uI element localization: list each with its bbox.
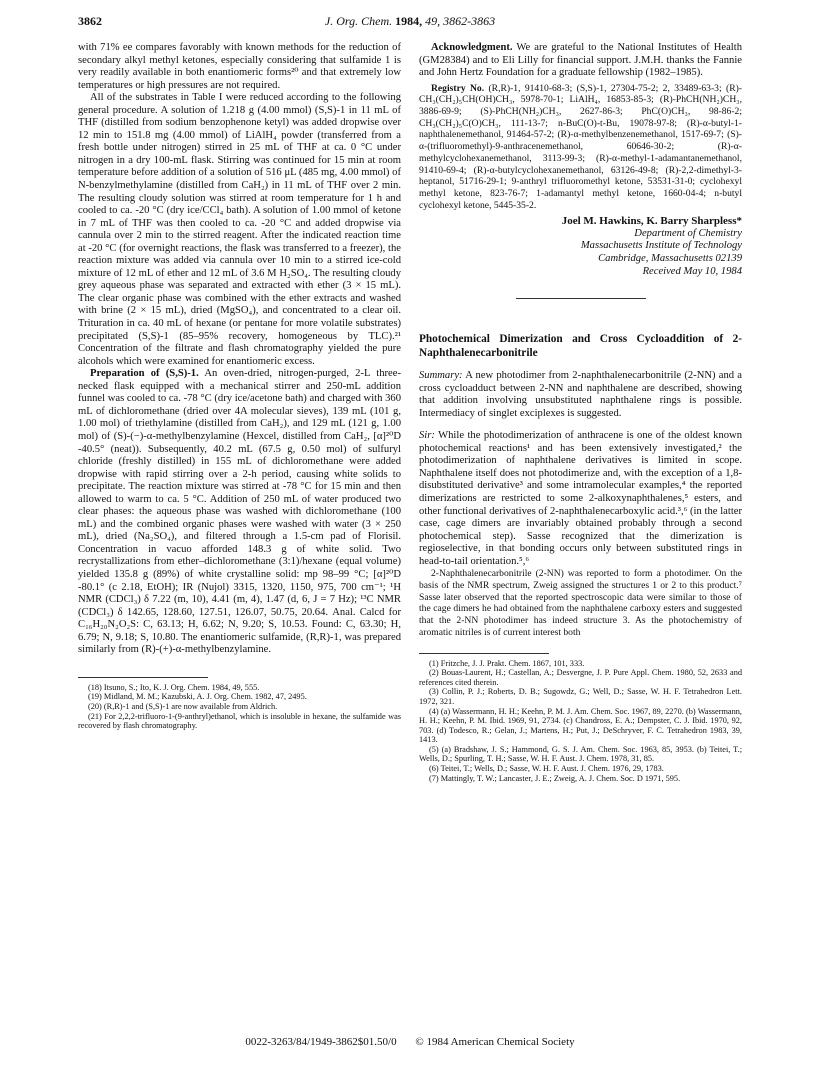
summary-heading: Summary:	[419, 370, 463, 382]
footnote: (19) Midland, M. M.; Kazubski, A. J. Org. Chem. 1982, 47, 2495.	[88, 692, 307, 702]
paragraph-preparation	[78, 368, 401, 657]
affiliation: Massachusetts Institute of Technology	[580, 240, 742, 252]
footnote: (3) Collin, P. J.; Roberts, D. B.; Sugowdz, G.; Well, D.; Sasse, W. H. F. Tetrahedron Lett. 1972, 321.	[419, 687, 742, 706]
footnote: (20) (R,R)-1 and (S,S)-1 are now available from Aldrich.	[88, 701, 278, 711]
paragraph-text: While the photodimerization of anthracene is one of the oldest known photochemical reactions¹ and has been extensively investigated,² the photodimerization of naphthalene derivatives is limited in scope. Naphthalene itself does not photodimerize and, with the exception of a 1,8-disubstituted derivative³ and some intramolecular examples,⁴ the reported dimerizations are restricted to some 2-alkoxynaphthalenes,⁵ esters, and other functional derivatives of 2-naphthalenecarboxylic acid.³,⁶ (in the latter case, cage dimers are invariably obtained probably through a second photochemical step). Sasse recognized that the dimerization is regioselective, in that bonding occurs only between substituted rings in head-to-tail orientation.⁵,⁶	[419, 430, 742, 567]
right-column	[419, 42, 742, 783]
paragraph-sir	[419, 430, 742, 568]
registry-text: (R,R)-1, 91410-68-3; (S,S)-1, 27304-75-2; 2, 33489-63-3; (R)-CH₃(CH₂)₅CH(OH)CH₃, 5978-70-1; LiAlH₄, 16853-85-3; (R)-PhCH(NH₂)CH₃, 3886-69-9; (S)-PhCH(NH₂)CH₃, 2627-86-3; PhC(O)CH₃, 98-86-2; CH₃(CH₂)₅C(O)CH₃, 111-13-7; n-BuC(O)-t-Bu, 19078-97-8; (R)-α-butyl-1-naphthalenemethanol, 91464-57-2; (R)-α-methylbenzenemethanol, 1517-69-7; (S)-α-(trifluoromethyl)-9-anthracenemethanol, 60646-30-2; (R)-α-methylcyclohexanemethanol, 3113-99-3; (R)-α-methyl-1-adamantanemethanol, 91410-69-4; (R)-α-butylcyclohexanemethanol, 63126-49-8; (R)-2,2-dimethyl-3-heptanol, 51716-29-1; 9-anthryl trifluoromethyl ketone, 53531-31-0; cyclohexyl methyl ketone, 823-76-7; 1-adamantyl methyl ketone, 1660-04-4; n-butyl cyclohexyl ketone, 5445-35-2.	[419, 82, 742, 211]
footnote: (6) Teitei, T.; Wells, D.; Sasse, W. H. F. Aust. J. Chem. 1976, 29, 1783.	[429, 764, 664, 774]
ack-heading: Acknowledgment.	[431, 42, 513, 53]
footnote: (4) (a) Wassermann, H. H.; Keehn, P. M. J. Am. Chem. Soc. 1967, 89, 2270. (b) Wassermann, H. H.; Keehn, P. M. Ibid. 1969, 91, 2734. (c) Chandross, E. A.; Dempster, C. J. Ibid. 1970, 92, 703. (d) Todesco, R.; Gelan, J.; Martens, H.; Put, J.; DeSchryver, F. C. Tetrahedron 1983, 39, 1413.	[419, 706, 742, 745]
footnote: (21) For 2,2,2-trifluoro-1-(9-anthryl)ethanol, which is insoluble in hexane, the sulfamide was recovered by flash chromatography.	[78, 711, 401, 731]
sir-heading: Sir:	[419, 430, 435, 442]
footnote: (2) Bouas-Laurent, H.; Castellan, A.; Desvergne, J. P. Pure Appl. Chem. 1980, 52, 2633 and references cited therein.	[419, 668, 742, 687]
ack-text: We are grateful to the National Institutes of Health (GM28384) and to Eli Lilly for financial support. J.M.H. thanks the Fannie and John Hertz Foundation for a graduate fellowship (1982–1985).	[419, 42, 742, 79]
paragraph: All of the substrates in Table I were reduced according to the following general procedure. A solution of 1.218 g (4.00 mmol) (S,S)-1 in 11 mL of THF (distilled from sodium benzophenone ketyl) was added dropwise over 12 min to 151.8 mg (4.00 mmol) of LiAlH₄ powder (transferred from a fresh bottle under nitrogen) stirred in 25 mL of THF at ca. 0 °C under nitrogen in a dry 100-mL flask. Stirring was continued for 15 min at room temperature before addition of a solution of 516 μL (485 mg, 4.00 mmol) of N-benzylmethylamine (distilled from CaH₂) in 11 mL of THF over 2 min. The resulting cloudy solution was stirred at room temperature for 1 h and cooled to ca. -20 °C (dry ice/CCl₄ bath). A solution of 1.00 mmol of ketone in 7 mL of THF was then cooled to ca. -20 °C and added dropwise via cannula over 2 min to the stirred reagent. After the indicated reaction time at -20 °C (for overnight reactions, the flask was transferred to a freezer), the reaction mixture was added via cannula over 10 min to a stirred ice-cold mixture of 12 mL of ether and 12 mL of 3.6 M H₂SO₄. The resulting cloudy grey aqueous phase was separated and extracted with ether (3 × 15 mL). The clear organic phase was combined with the ether extracts and washed with brine (2 × 15 mL), dried (MgSO₄), and concentrated to a clear oil. Trituration in ca. 40 mL of hexane (or pentane for more volatile substrates) precipitated (S,S)-1 (85–95% recovery, homogeneous by TLC).²¹ Concentration of the filtrate and flash chromatography yielded the pure alcohols which were examined for enantiomeric excess.	[78, 92, 401, 367]
page-number: 3862	[78, 14, 102, 28]
journal-volume-pages: 49, 3862-3863	[425, 14, 496, 28]
author-names: Joel M. Hawkins, K. Barry Sharpless*	[561, 215, 742, 228]
footnote: (5) (a) Bradshaw, J. S.; Hammond, G. S. J. Am. Chem. Soc. 1963, 85, 3953. (b) Teitei, T.; Wells, D.; Spurling, T. H.; Sasse, W. H. F. Aust. J. Chem. 1978, 31, 85.	[419, 744, 742, 764]
footnote: (1) Fritzche, J. J. Prakt. Chem. 1867, 101, 333.	[429, 658, 585, 668]
article-code: 0022-3263/84/1949-3862$01.50/0	[245, 1036, 397, 1048]
summary	[419, 370, 742, 420]
journal-year: 1984,	[395, 14, 423, 28]
footnotes-right	[419, 659, 742, 784]
paragraph: 2-Naphthalenecarbonitrile (2-NN) was reported to form a photodimer. On the basis of the NMR spectrum, Zweig assigned the structures 1 or 2 to this product.⁷ Sasse later observed that the reported spectroscopic data were similar to those of the cage dimers he had obtained from the naphthalene carboxy esters and suggested that the 2-NN photodimer has indeed structure 3. As the photochemistry of aromatic nitriles is of current interest both	[419, 568, 742, 638]
page-footer	[0, 1036, 820, 1048]
footnote: (18) Itsuno, S.; Ito, K. J. Org. Chem. 1984, 49, 555.	[88, 682, 260, 692]
author-signature	[419, 215, 742, 278]
paragraph-text: An oven-dried, nitrogen-purged, 2-L three-necked flask equipped with a mechanical stirrer and 250-mL addition funnel was cooled to ca. -78 °C (dry ice/acetone bath) and charged with 360 mL of dichloromethane (dried over 4A molecular sieves), 139 mL (101 g, 1.00 mol) of triethylamine (distilled from CaH₂), and 129 mL (121 g, 1.00 mol) of (S)-(−)-α-methylbenzylamine (Hexcel, distilled from CaH₂, [α]²⁰D -40.5° (neat)). Subsequently, 40.2 mL (67.5 g, 0.50 mol) of sulfuryl chloride (freshly distilled) in 155 mL of dichloromethane were added dropwise with rapid stirring over a 2-h period, causing white solids to precipitate. The reaction mixture was stirred at -78 °C for 15 min and then allowed to warm to ca. 5 °C. Addition of 250 mL of water produced two clear phases: the aqueous phase was washed with dichloromethane (100 mL) and the combined organic phases were washed with water (3 × 250 mL), dried (Na₂SO₄), and filtered through a 1.5-cm pad of Florisil. Concentration in vacuo afforded 148.3 g of white solid. Two recrystallizations from ether–dichloromethane (3:1)/hexane (equal volume) yielded 135.8 g (89%) of white crystalline solid: mp 98–99 °C; [α]²⁰D -80.1° (c 2.18, EtOH); IR (Nujol) 3315, 1320, 1150, 975, 700 cm⁻¹; ¹H NMR (CDCl₃) δ 7.22 (m, 10), 4.41 (m, 4), 1.47 (d, 6, J = 7 Hz); ¹³C NMR (CDCl₃) δ 142.65, 128.60, 127.51, 126.07, 50.75, 20.64. Anal. Calcd for C₁₆H₂₀N₂O₂S: C, 63.13; H, 6.62; N, 9.20; S, 10.53. Found: C, 63.30; H, 6.79; N, 9.18; S, 10.80. The enantiomeric sulfamide, (R,R)-1, was prepared similarly from (R)-(+)-α-methylbenzylamine.	[78, 368, 401, 656]
article-title: Photochemical Dimerization and Cross Cycloaddition of 2-Naphthalenecarbonitrile	[419, 333, 742, 359]
registry-heading: Registry No.	[431, 82, 485, 94]
received-date: Received May 10, 1984	[642, 265, 742, 277]
footnotes-left	[78, 683, 401, 731]
paragraph: with 71% ee compares favorably with known methods for the reduction of secondary alkyl methyl ketones, especially considering that sulfamide 1 is very readily available in both enantiomeric forms²⁰ and that extremely low temperatures or high pressures are not required.	[78, 42, 401, 91]
journal-citation	[78, 14, 742, 29]
affiliation: Department of Chemistry	[634, 227, 742, 239]
footnote: (7) Mattingly, T. W.; Lancaster, J. E.; Zweig, A. J. Chem. Soc. D 1971, 595.	[429, 773, 681, 783]
journal-name: J. Org. Chem.	[324, 14, 393, 28]
summary-text: A new photodimer from 2-naphthalenecarbonitrile (2-NN) and a cross cycloadduct between 2-NN and naphthalene are described, showing that addition involving unsubstituted naphthalene rings is possible. Intermediacy of singlet exciplexes is suggested.	[419, 370, 742, 419]
section-heading: Preparation of (S,S)-1.	[90, 368, 199, 380]
acknowledgment	[419, 42, 742, 80]
running-header	[78, 14, 742, 32]
left-column	[78, 42, 401, 731]
registry-numbers	[419, 83, 742, 212]
copyright: © 1984 American Chemical Society	[415, 1036, 575, 1048]
affiliation: Cambridge, Massachusetts 02139	[598, 253, 742, 265]
